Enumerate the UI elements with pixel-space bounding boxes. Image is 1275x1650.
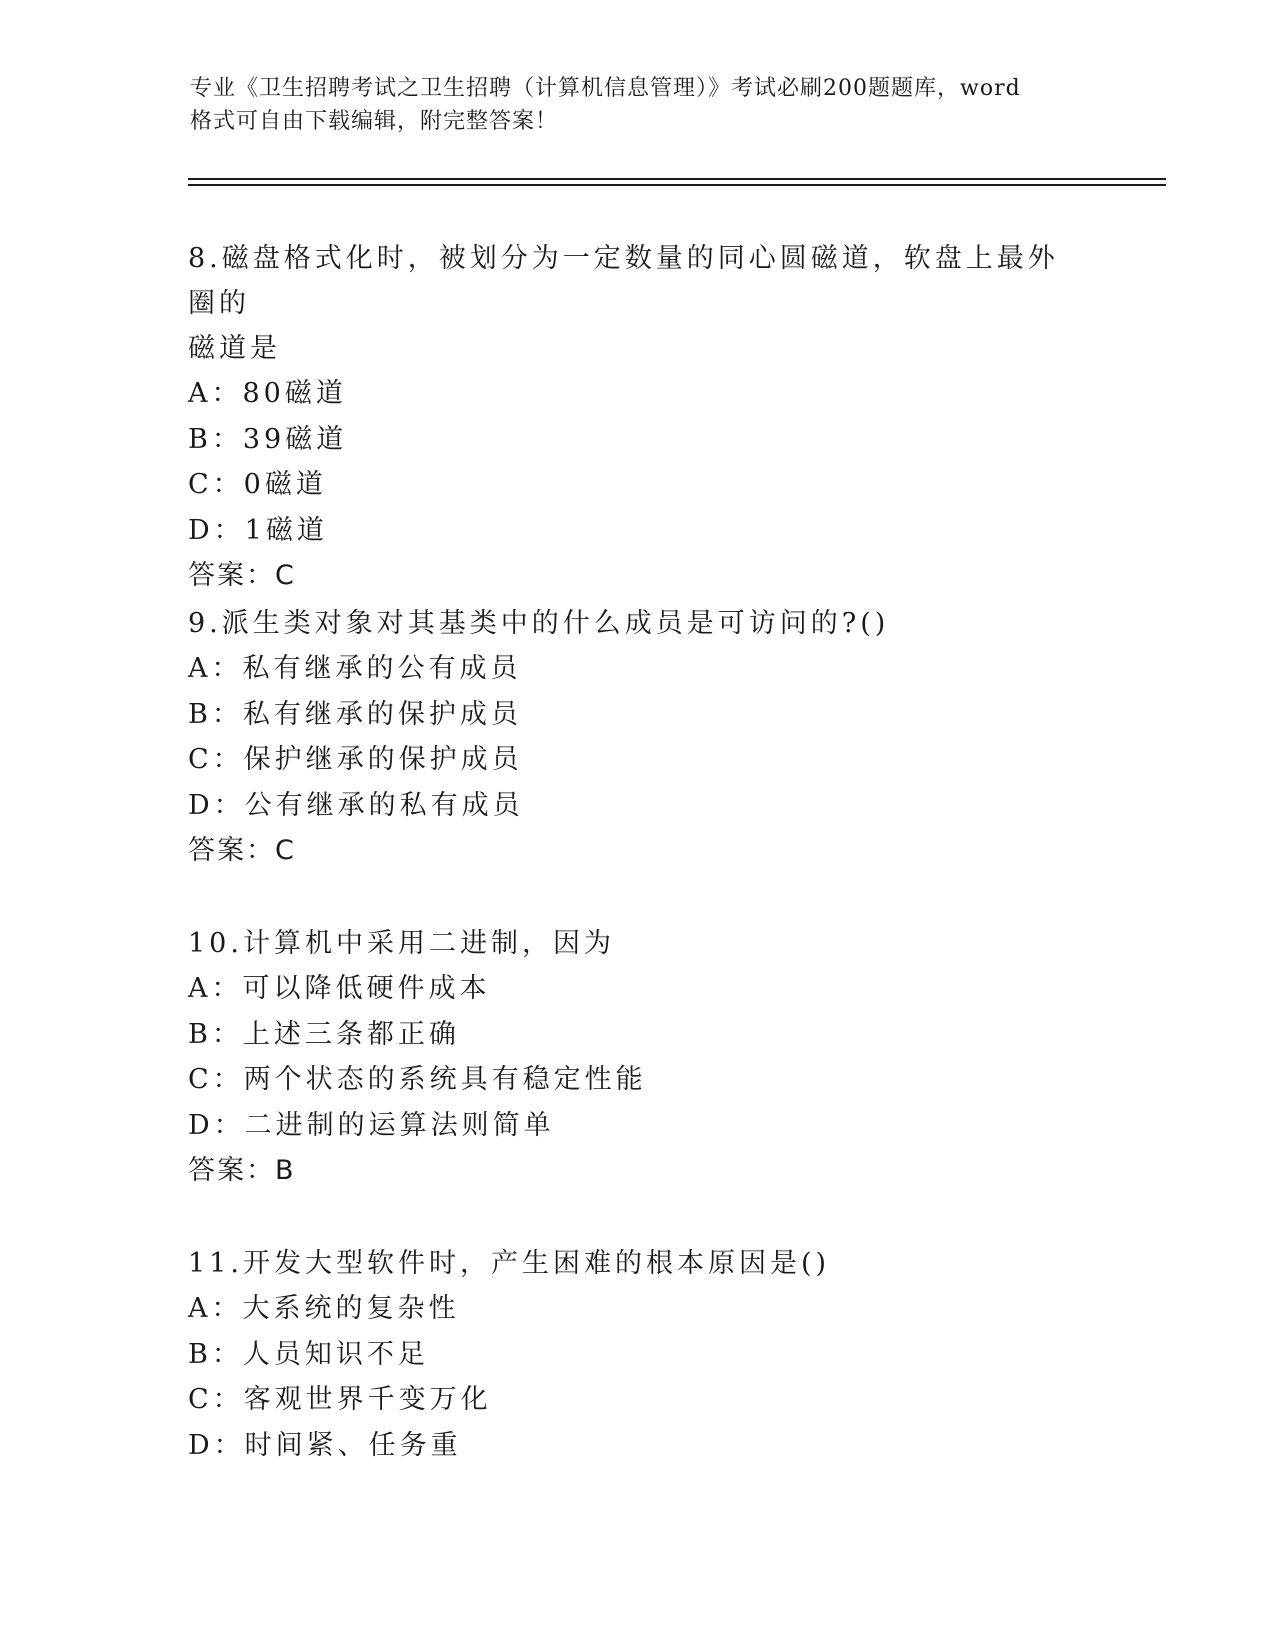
option-c: C：0磁道	[188, 469, 327, 500]
question-10	[188, 921, 1088, 1193]
option-c: C：保护继承的保护成员	[188, 744, 523, 775]
option-a: A：80磁道	[188, 378, 347, 409]
header-line-2: 格式可自由下载编辑，附完整答案！	[190, 109, 559, 134]
question-9	[188, 601, 1088, 873]
question-11	[188, 1241, 1088, 1468]
question-stem-line: 8.磁盘格式化时，被划分为一定数量的同心圆磁道，软盘上最外圈的	[188, 243, 1059, 319]
option-c: C：两个状态的系统具有稳定性能	[188, 1064, 647, 1095]
option-c: C：客观世界千变万化	[188, 1384, 492, 1415]
header-divider-top	[188, 178, 1166, 180]
option-b: B：上述三条都正确	[188, 1018, 460, 1050]
option-a: A：大系统的复杂性	[188, 1293, 460, 1324]
option-d: D：1磁道	[188, 514, 328, 546]
question-8	[188, 236, 1088, 598]
option-a: A：可以降低硬件成本	[188, 973, 491, 1004]
document-header	[190, 72, 1090, 138]
option-d: D：公有继承的私有成员	[188, 789, 524, 821]
header-divider-bottom	[188, 184, 1166, 186]
question-stem-line: 磁道是	[188, 333, 281, 364]
answer: 答案：C	[188, 835, 296, 866]
question-stem-line: 10.计算机中采用二进制，因为	[188, 928, 615, 959]
option-d: D：时间紧、任务重	[188, 1429, 462, 1461]
option-b: B：39磁道	[188, 423, 348, 455]
option-a: A：私有继承的公有成员	[188, 653, 522, 684]
answer: 答案：C	[188, 560, 296, 591]
question-stem-line: 9.派生类对象对其基类中的什么成员是可访问的?()	[188, 608, 890, 639]
header-line-1: 专业《卫生招聘考试之卫生招聘（计算机信息管理）》考试必刷200题题库，word	[190, 76, 1021, 101]
option-b: B：人员知识不足	[188, 1338, 429, 1370]
answer: 答案：B	[188, 1155, 296, 1186]
option-b: B：私有继承的保护成员	[188, 698, 522, 730]
option-d: D：二进制的运算法则简单	[188, 1109, 555, 1141]
question-stem-line: 11.开发大型软件时，产生困难的根本原因是()	[188, 1248, 831, 1279]
